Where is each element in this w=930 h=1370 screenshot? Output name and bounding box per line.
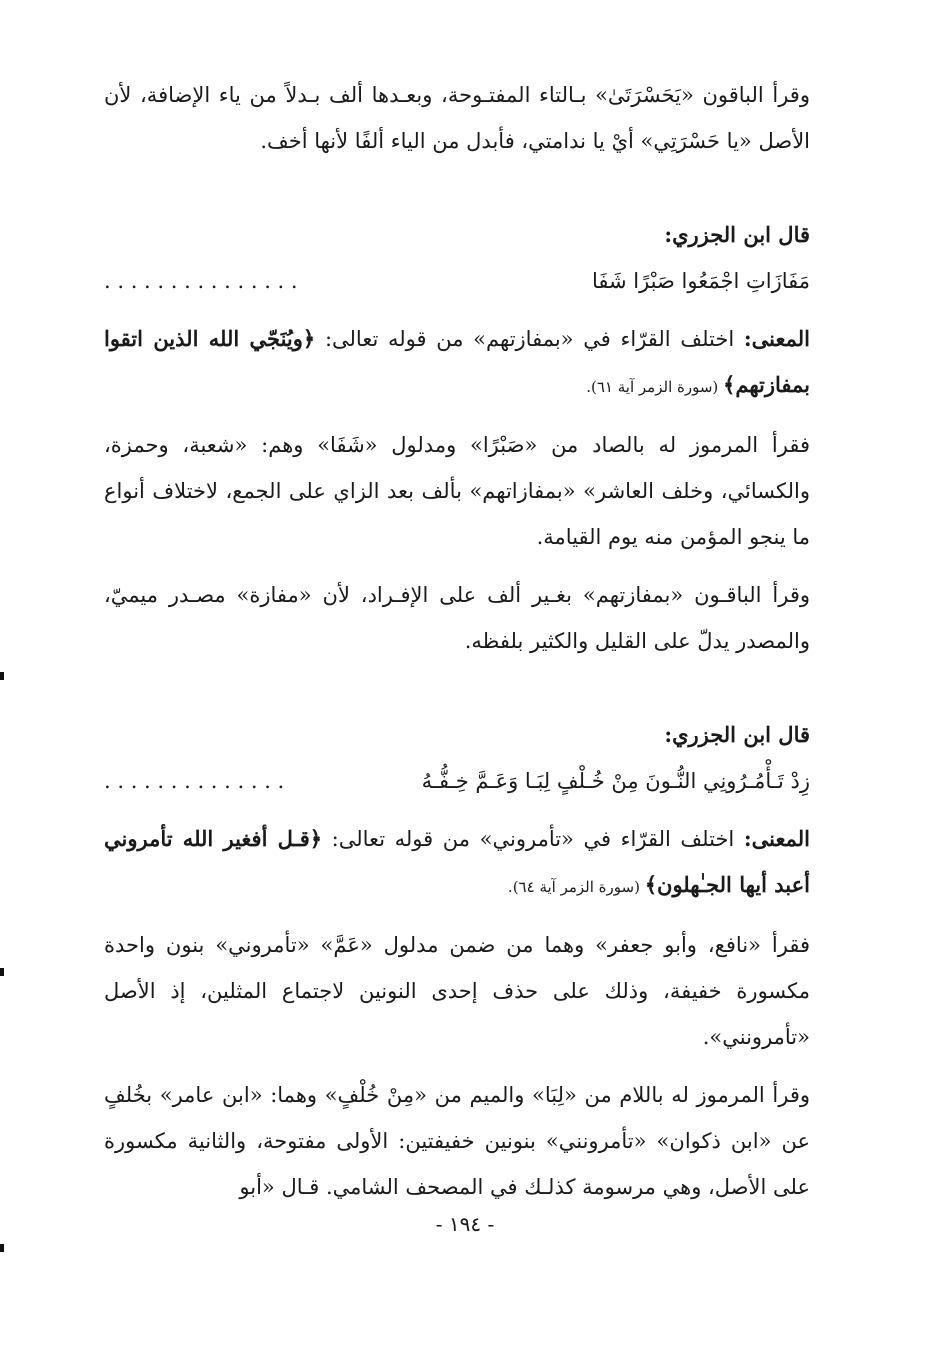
paragraph-3: فقرأ المرموز له بالصاد من «صَبْرًا» ومدلول «شَفَا» وهم: «شعبة، وحمزة، والكسائي، وخلف العاشر» «بمفازاتهم» بألف بعد الزاي على الجمع، لاختلاف أنواع ما ينجو المؤمن منه يوم القيامة. <box>104 433 811 549</box>
paragraph-4: وقرأ الباقـون «بمفازتهم» بغـير ألف على الإفـراد، لأن «مفازة» مصـدر ميميّ، والمصدر يدلّ على القليل والكثير بلفظه. <box>104 583 810 653</box>
verse-2-text: زِدْ تَـأْمُـرُونِي النُّـونَ مِنْ خُـلْفٍ لِبَـا وَعَـمَّ خِـفُّـهُ <box>421 769 810 793</box>
quran-quote-2: ﴿قـل أفغير الله تأمروني أعبد أيها الجـٰهلون﴾ <box>104 826 810 897</box>
verse-1-text: مَفَازَاتِ اجْمَعُوا صَبْرًا شَفَا <box>591 269 810 293</box>
verse-1-ellipsis: . . . . . . . . . . . . . . . <box>104 269 298 293</box>
paragraph-6: فقرأ «نافع، وأبو جعفر» وهما من ضمن مدلول «عَمَّ» «تأمروني» بنون واحدة مكسورة خفيفة، وذلك على حذف إحدى النونين لاجتماع المثلين، إذ الأصل «تأمرونني». <box>104 933 810 1049</box>
paragraph-2 <box>104 316 810 410</box>
page-body <box>104 72 810 1210</box>
paragraph-5-text: اختلف القرّاء في «تأمروني» من قوله تعالى: <box>322 827 744 851</box>
surah-reference-1: (سورة الزمر آية ٦١). <box>586 378 724 396</box>
heading-ibn-jazari-2: قال ابن الجزري: <box>664 722 810 747</box>
heading-ibn-jazari-1: قال ابن الجزري: <box>664 222 810 247</box>
meaning-label-2: المعنى: <box>743 826 810 851</box>
meaning-label-1: المعنى: <box>743 326 810 351</box>
verse-2 <box>104 758 810 804</box>
verse-2-ellipsis: . . . . . . . . . . . . . . <box>104 769 285 793</box>
paragraph-1: وقرأ الباقون «يَحَسْرَتَىٰ» بـالتاء المفتـوحة، وبعـدها ألف بـدلاً من ياء الإضافة، لأن الأصل «يا حَسْرَتِي» أيْ يا ندامتي، فأبدل من الياء ألفًا لأنها أخف. <box>104 83 810 153</box>
scan-edge-mark <box>0 672 4 680</box>
paragraph-5 <box>104 816 810 910</box>
surah-reference-2: (سورة الزمر آية ٦٤). <box>507 878 645 896</box>
paragraph-2-text: اختلف القرّاء في «بمفازتهم» من قوله تعالى: <box>315 327 744 351</box>
scan-edge-mark <box>0 968 4 976</box>
verse-1 <box>104 258 810 304</box>
quran-quote-1: ﴿ويُنَجّي الله الذين اتقوا بمفازتهم﴾ <box>104 326 810 397</box>
scan-edge-mark <box>0 1244 4 1252</box>
paragraph-7: وقرأ المرموز له باللام من «لِبَا» والميم من «مِنْ خُلْفٍ» وهما: «ابن عامر» بخُلفٍ عن «ابن ذكوان» «تأمرونني» بنونين خفيفتين: الأولى مفتوحة، والثانية مكسورة على الأصل، وهي مرسومة كذلـك في المصحف الشامي. قـال «أبو <box>104 1083 810 1199</box>
page-number: - ١٩٤ - <box>435 1212 495 1236</box>
